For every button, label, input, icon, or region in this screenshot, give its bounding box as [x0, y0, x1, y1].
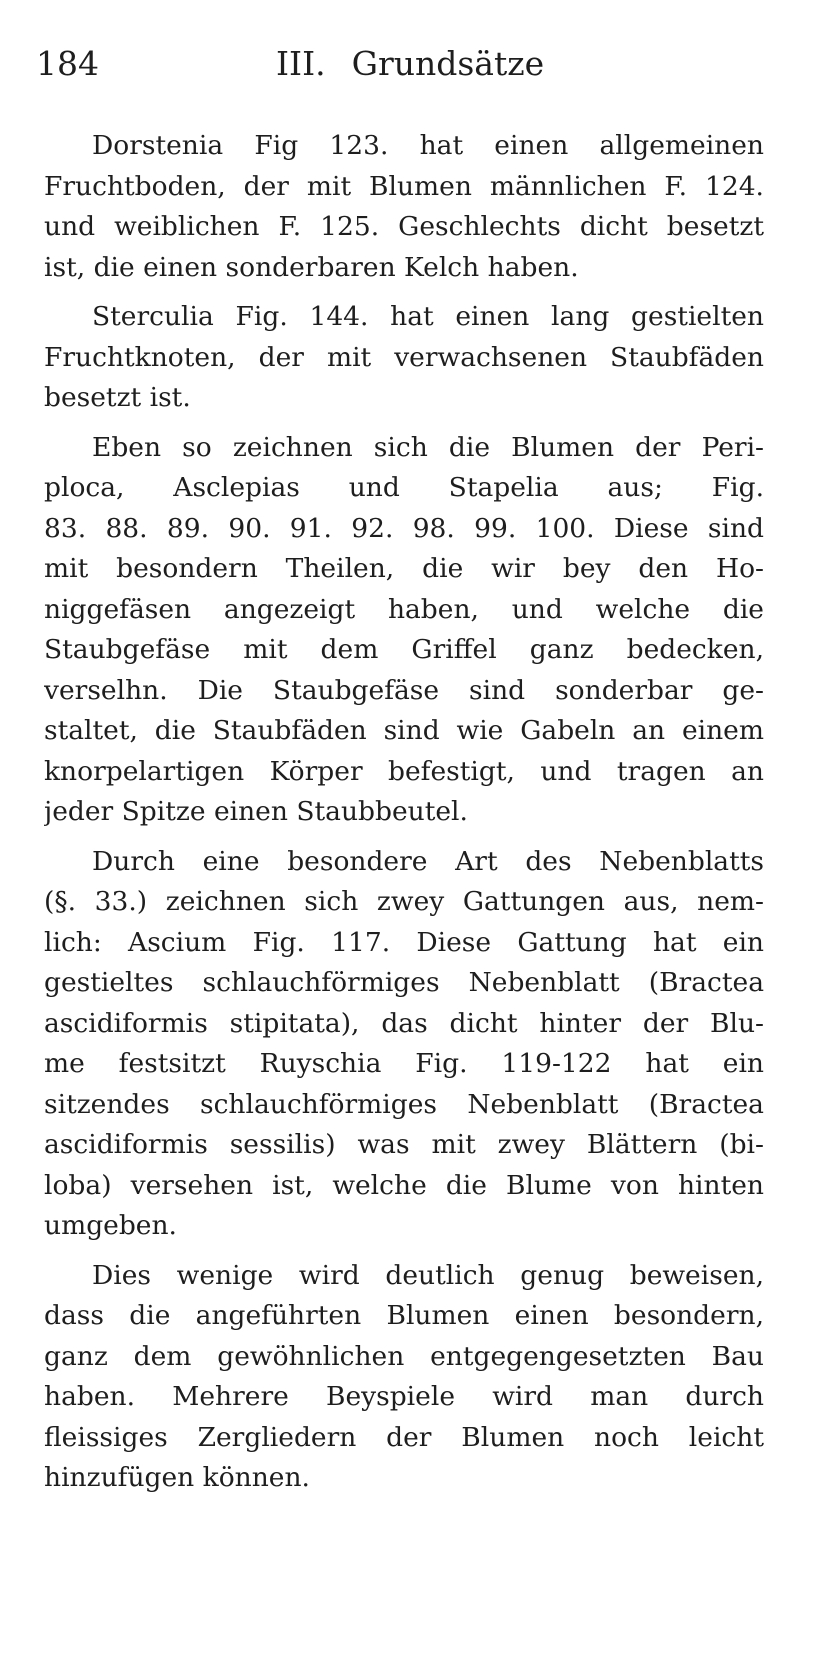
text-line: knorpelartigen Körper befestigt, und tragen an: [44, 755, 764, 787]
text-line: umgeben.: [44, 1210, 177, 1241]
paragraph: [44, 1256, 764, 1499]
paragraph: [44, 126, 764, 288]
text-line: Fruchtboden, der mit Blumen männlichen F. 124.: [44, 170, 764, 202]
running-title: [276, 44, 544, 83]
text-line: lich: Ascium Fig. 117. Diese Gattung hat ein: [44, 926, 764, 958]
text-line: fleissiges Zergliedern der Blumen noch leicht: [44, 1421, 764, 1453]
text-line: ist, die einen sonderbaren Kelch haben.: [44, 251, 579, 283]
text-line: Dorstenia Fig 123. hat einen allgemeinen: [92, 130, 764, 161]
text-line: und weiblichen F. 125. Geschlechts dicht besetzt: [44, 211, 764, 242]
running-header: [36, 44, 770, 94]
text-line: Staubgefäse mit dem Griffel ganz bedecken,: [44, 634, 764, 665]
text-line: hinzufügen können.: [44, 1462, 310, 1493]
chapter-roman-numeral: III.: [276, 44, 326, 83]
page-number: 184: [36, 44, 99, 83]
text-line: (§. 33.) zeichnen sich zwey Gattungen aus, nem-: [44, 886, 764, 917]
paragraph: [44, 297, 764, 419]
text-line: niggefäsen angezeigt haben, und welche die: [44, 593, 764, 625]
text-line: Fruchtknoten, der mit verwachsenen Staubfäden: [44, 341, 764, 373]
text-line: ascidiformis sessilis) was mit zwey Blättern (bi-: [44, 1129, 764, 1160]
chapter-title: Grundsätze: [351, 44, 545, 83]
text-line: ascidiformis stipitata), das dicht hinter der Blu-: [44, 1007, 764, 1039]
text-line: ganz dem gewöhnlichen entgegengesetzten Bau: [44, 1340, 764, 1372]
text-line: mit besondern Theilen, die wir bey den Ho-: [44, 553, 764, 584]
text-line: 83. 88. 89. 90. 91. 92. 98. 99. 100. Diese sind: [44, 512, 764, 544]
paragraph: [44, 428, 764, 833]
text-line: loba) versehen ist, welche die Blume von hinten: [44, 1169, 764, 1201]
text-line: me festsitzt Ruyschia Fig. 119-122 hat ein: [44, 1048, 764, 1079]
text-line: verselhn. Die Staubgefäse sind sonderbar ge-: [44, 674, 764, 706]
text-line: haben. Mehrere Beyspiele wird man durch: [44, 1381, 764, 1412]
text-line: staltet, die Staubfäden sind wie Gabeln an einem: [44, 715, 764, 746]
text-line: besetzt ist.: [44, 382, 191, 413]
text-line: Eben so zeichnen sich die Blumen der Peri-: [92, 431, 764, 463]
text-line: jeder Spitze einen Staubbeutel.: [44, 796, 468, 827]
text-line: sitzendes schlauchförmiges Nebenblatt (Bractea: [44, 1088, 764, 1120]
text-line: Dies wenige wird deutlich genug beweisen,: [92, 1259, 764, 1291]
page-body: [44, 126, 764, 1508]
text-line: Sterculia Fig. 144. hat einen lang gestielten: [92, 301, 764, 332]
text-line: Durch eine besondere Art des Nebenblatts: [92, 845, 764, 877]
text-line: dass die angeführten Blumen einen besondern,: [44, 1300, 764, 1331]
paragraph: [44, 842, 764, 1247]
text-line: ploca, Asclepias und Stapelia aus; Fig.: [44, 472, 764, 503]
text-line: gestieltes schlauchförmiges Nebenblatt (Bractea: [44, 967, 764, 998]
